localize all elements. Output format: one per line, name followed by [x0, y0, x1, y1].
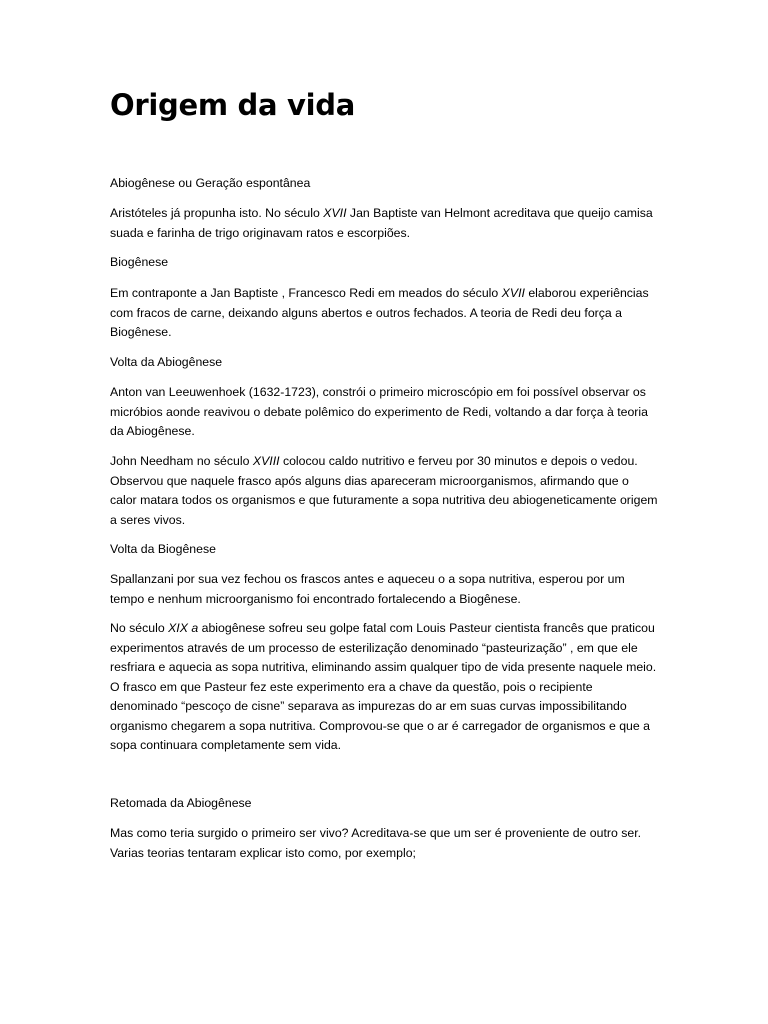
paragraph: Spallanzani por sua vez fechou os frascos antes e aqueceu o a sopa nutritiva, esperou por um tempo e nenhum microorganismo foi encontrado fortalecendo a Biogênese. — [110, 572, 625, 606]
section-heading: Retomada da Abiogênese — [110, 796, 252, 810]
paragraph: No século XIX a abiogênese sofreu seu golpe fatal com Louis Pasteur cientista francês que praticou experimentos através de um processo de esterilização denominado “pasteurização” , em que ele resfriara e aquecia as sopa nutritiva, eliminando assim qualquer tipo de vida presente naquele meio. O frasco em que Pasteur fez este experimento era a chave da questão, pois o recipiente denominado “pescoço de cisne” separava as impurezas do ar em suas curvas impossibilitando organismo chegarem a sopa nutritiva. Comprovou-se que o ar é carregador de organismos e que a sopa continuara completamente sem vida. — [110, 621, 657, 752]
section-heading: Volta da Abiogênese — [110, 355, 223, 369]
section-heading: Volta da Biogênese — [110, 542, 216, 556]
section-heading: Biogênese — [110, 255, 169, 269]
paragraph: Mas como teria surgido o primeiro ser vivo? Acreditava-se que um ser é proveniente de outro ser. Varias teorias tentaram explicar isto como, por exemplo; — [110, 826, 642, 860]
page-title: Origem da vida — [110, 88, 356, 122]
paragraph: Aristóteles já propunha isto. No século XVII Jan Baptiste van Helmont acreditava que queijo camisa suada e farinha de trigo originavam ratos e escorpiões. — [110, 206, 653, 240]
paragraph: John Needham no século XVIII colocou caldo nutritivo e ferveu por 30 minutos e depois o vedou. Observou que naquele frasco após alguns dias apareceram microorganismos, afirmando que o calor matara todos os organismos e que futuramente a sopa nutritiva deu abiogeneticamente origem a seres vivos. — [110, 454, 658, 527]
section-heading: Abiogênese ou Geração espontânea — [110, 176, 311, 190]
paragraph: Anton van Leeuwenhoek (1632-1723), constrói o primeiro microscópio em foi possível observar os micróbios aonde reavivou o debate polêmico do experimento de Redi, voltando a dar força à teoria da Abiogênese. — [110, 385, 648, 438]
paragraph: Em contraponte a Jan Baptiste , Francesco Redi em meados do século XVII elaborou experiências com fracos de carne, deixando alguns abertos e outros fechados. A teoria de Redi deu força a Biogênese. — [110, 286, 649, 339]
